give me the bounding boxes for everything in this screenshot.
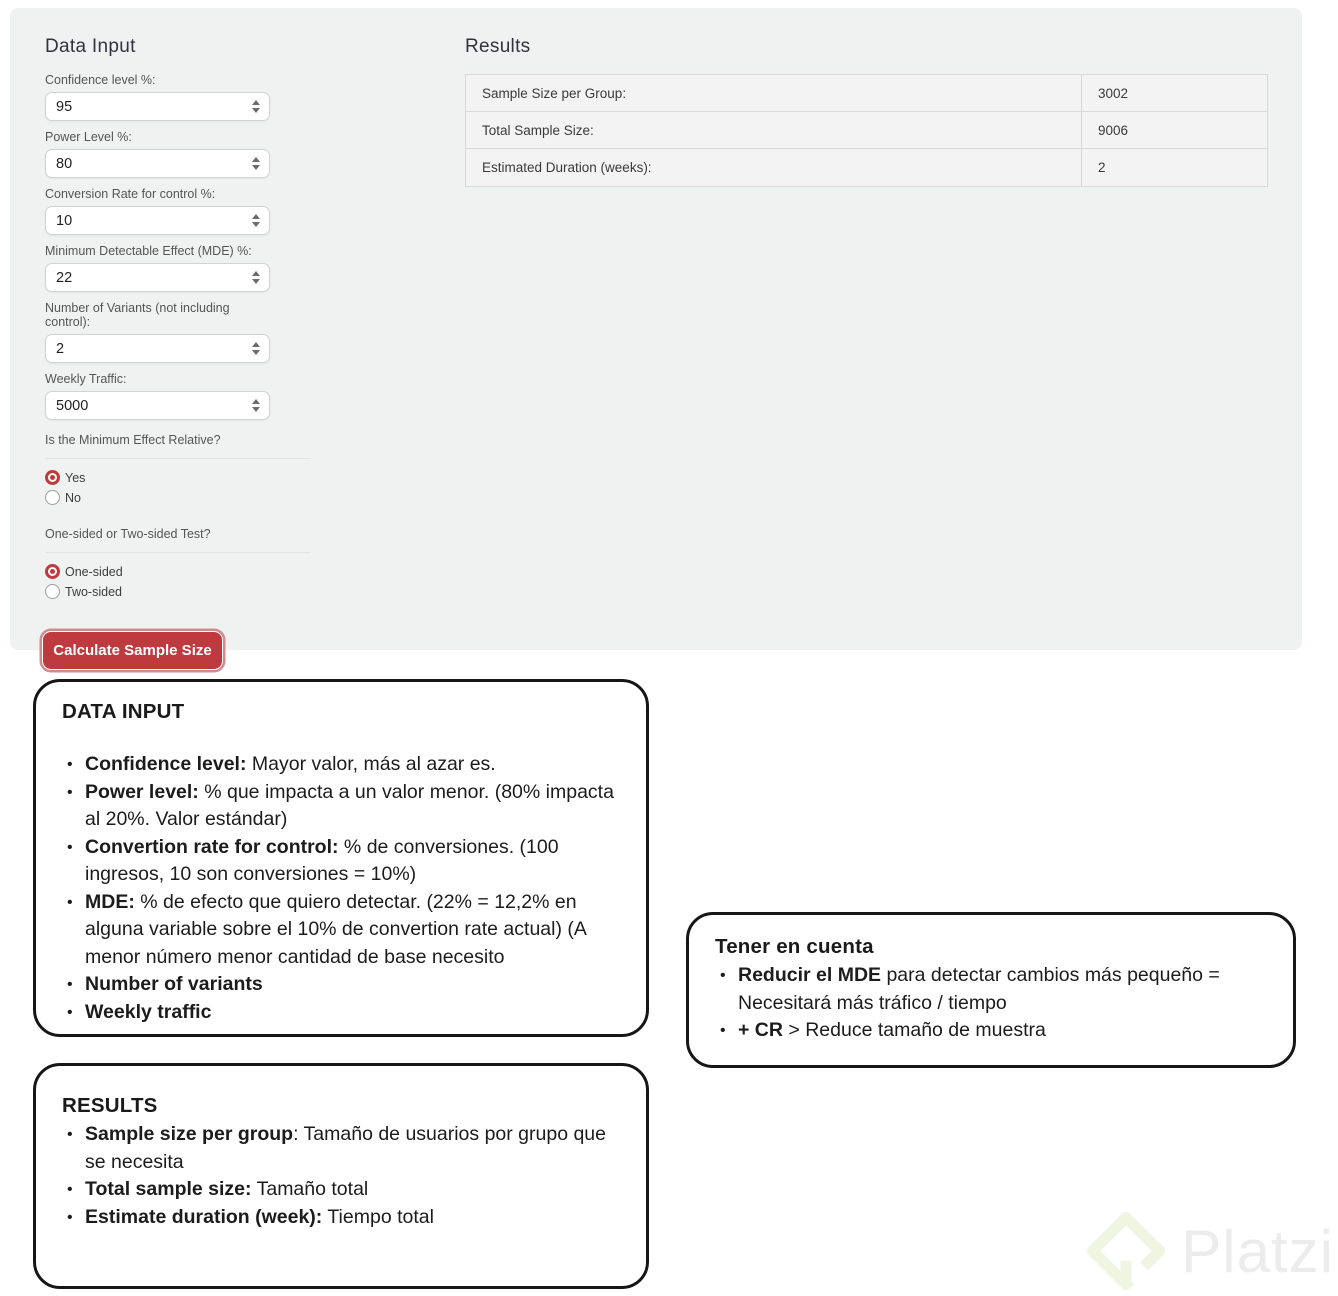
field-label: Weekly Traffic: bbox=[45, 372, 127, 386]
results-table bbox=[465, 74, 1268, 187]
conversion-rate-input[interactable] bbox=[56, 213, 250, 229]
radio-label: Two-sided bbox=[65, 584, 122, 599]
result-value: 9006 bbox=[1098, 122, 1129, 138]
field-label: Minimum Detectable Effect (MDE) %: bbox=[45, 244, 252, 258]
field-label: Number of Variants (not including control): bbox=[45, 301, 230, 329]
table-row bbox=[466, 149, 1267, 186]
stepper-arrows-icon[interactable] bbox=[250, 155, 262, 172]
note-item bbox=[62, 999, 620, 1027]
note-item bbox=[62, 1176, 620, 1204]
result-label: Sample Size per Group: bbox=[466, 75, 1082, 111]
table-row bbox=[466, 75, 1267, 112]
divider bbox=[45, 552, 311, 553]
variants-input[interactable] bbox=[56, 341, 250, 357]
note-item-term: Power level: bbox=[85, 780, 199, 803]
note-box-data-input bbox=[33, 679, 649, 1037]
note-item bbox=[62, 779, 620, 834]
radio-group-test-sidedness bbox=[45, 527, 270, 599]
field-label: Power Level %: bbox=[45, 130, 132, 144]
note-item-term: Number of variants bbox=[85, 973, 263, 995]
note-item-text: : Tamaño de usuarios por grupo que se necesita bbox=[85, 1123, 606, 1173]
note-item bbox=[62, 751, 620, 779]
note-item-text: % de efecto que quiero detectar. (22% = 12,2% en alguna variable sobre el 10% de convertion rate actual) (A menor número menor cantidad de base necesito bbox=[85, 890, 586, 968]
note-item-term: Weekly traffic bbox=[85, 1000, 212, 1023]
platzi-watermark bbox=[1083, 1208, 1334, 1294]
radio-unselected-icon bbox=[45, 584, 60, 599]
results-title: Results bbox=[465, 36, 531, 57]
stepper-arrows-icon[interactable] bbox=[250, 98, 262, 115]
note-item bbox=[62, 889, 620, 972]
note-title: Tener en cuenta bbox=[715, 935, 874, 958]
radio-question: One-sided or Two-sided Test? bbox=[45, 527, 211, 541]
field-label: Confidence level %: bbox=[45, 73, 156, 87]
note-item-text: > Reduce tamaño de muestra bbox=[782, 1019, 1046, 1041]
radio-option-two-sided[interactable] bbox=[45, 584, 270, 599]
field-conversion-rate bbox=[45, 187, 270, 235]
field-weekly-traffic bbox=[45, 372, 270, 420]
field-power-level bbox=[45, 130, 270, 178]
field-mde bbox=[45, 244, 270, 292]
radio-question: Is the Minimum Effect Relative? bbox=[45, 433, 221, 447]
platzi-wordmark: Platzi bbox=[1181, 1217, 1334, 1285]
field-confidence-level bbox=[45, 73, 270, 121]
note-box-results bbox=[33, 1063, 649, 1289]
field-number-of-variants bbox=[45, 301, 270, 363]
radio-selected-icon bbox=[45, 564, 60, 579]
mde-input-box bbox=[45, 263, 270, 292]
note-item-text: Tiempo total bbox=[322, 1205, 434, 1228]
divider bbox=[45, 458, 311, 459]
result-value: 2 bbox=[1098, 160, 1106, 175]
note-item bbox=[62, 834, 620, 889]
note-item-text: % de conversiones. (100 ingresos, 10 son conversiones = 10%) bbox=[85, 835, 559, 885]
radio-label: One-sided bbox=[65, 564, 123, 579]
table-row bbox=[466, 112, 1267, 149]
note-item-term: + CR bbox=[738, 1019, 783, 1041]
note-item bbox=[715, 1017, 1267, 1045]
results-section bbox=[465, 36, 1270, 187]
radio-group-minimum-effect-relative bbox=[45, 433, 270, 505]
note-item bbox=[62, 1121, 620, 1176]
calculate-sample-size-button[interactable]: Calculate Sample Size bbox=[42, 631, 223, 670]
platzi-logo-icon bbox=[1083, 1208, 1169, 1294]
note-title: RESULTS bbox=[62, 1094, 158, 1117]
result-label: Total Sample Size: bbox=[466, 112, 1082, 148]
note-item-text: Tamaño total bbox=[251, 1178, 369, 1200]
variants-input-box bbox=[45, 334, 270, 363]
power-level-input[interactable] bbox=[56, 156, 250, 172]
field-label: Conversion Rate for control %: bbox=[45, 187, 216, 201]
confidence-level-input[interactable] bbox=[56, 99, 250, 115]
radio-unselected-icon bbox=[45, 490, 60, 505]
note-item-term: MDE: bbox=[85, 890, 135, 913]
note-item bbox=[62, 1204, 620, 1232]
stepper-arrows-icon[interactable] bbox=[250, 397, 262, 414]
radio-option-one-sided[interactable] bbox=[45, 564, 270, 579]
radio-label: No bbox=[65, 490, 81, 505]
data-input-title: Data Input bbox=[45, 36, 136, 57]
note-item-term: Estimate duration (week): bbox=[85, 1205, 323, 1228]
radio-label: Yes bbox=[65, 470, 86, 485]
note-item-text: para detectar cambios más pequeño = Necesitará más tráfico / tiempo bbox=[738, 964, 1220, 1014]
note-item-term: Sample size per group bbox=[85, 1123, 294, 1145]
note-item bbox=[62, 971, 620, 999]
data-input-section bbox=[45, 36, 270, 670]
note-title: DATA INPUT bbox=[62, 700, 185, 723]
result-value: 3002 bbox=[1098, 85, 1129, 101]
result-label: Estimated Duration (weeks): bbox=[466, 149, 1082, 186]
radio-selected-icon bbox=[45, 470, 60, 485]
stepper-arrows-icon[interactable] bbox=[250, 269, 262, 286]
power-level-input-box bbox=[45, 149, 270, 178]
note-item-term: Confidence level: bbox=[85, 753, 247, 775]
stepper-arrows-icon[interactable] bbox=[250, 212, 262, 229]
note-item-term: Reducir el MDE bbox=[738, 964, 882, 986]
radio-option-no[interactable] bbox=[45, 490, 270, 505]
stepper-arrows-icon[interactable] bbox=[250, 340, 262, 357]
note-item-term: Total sample size: bbox=[85, 1178, 252, 1200]
note-item-text: Mayor valor, más al azar es. bbox=[246, 753, 496, 775]
confidence-level-input-box bbox=[45, 92, 270, 121]
note-item bbox=[715, 962, 1267, 1017]
weekly-traffic-input[interactable] bbox=[56, 398, 250, 414]
radio-option-yes[interactable] bbox=[45, 470, 270, 485]
conversion-rate-input-box bbox=[45, 206, 270, 235]
mde-input[interactable] bbox=[56, 270, 250, 286]
note-item-text: % que impacta a un valor menor. (80% impacta al 20%. Valor estándar) bbox=[85, 780, 614, 830]
note-box-tener-en-cuenta bbox=[686, 912, 1296, 1068]
note-item-term: Convertion rate for control: bbox=[85, 835, 339, 858]
weekly-traffic-input-box bbox=[45, 391, 270, 420]
